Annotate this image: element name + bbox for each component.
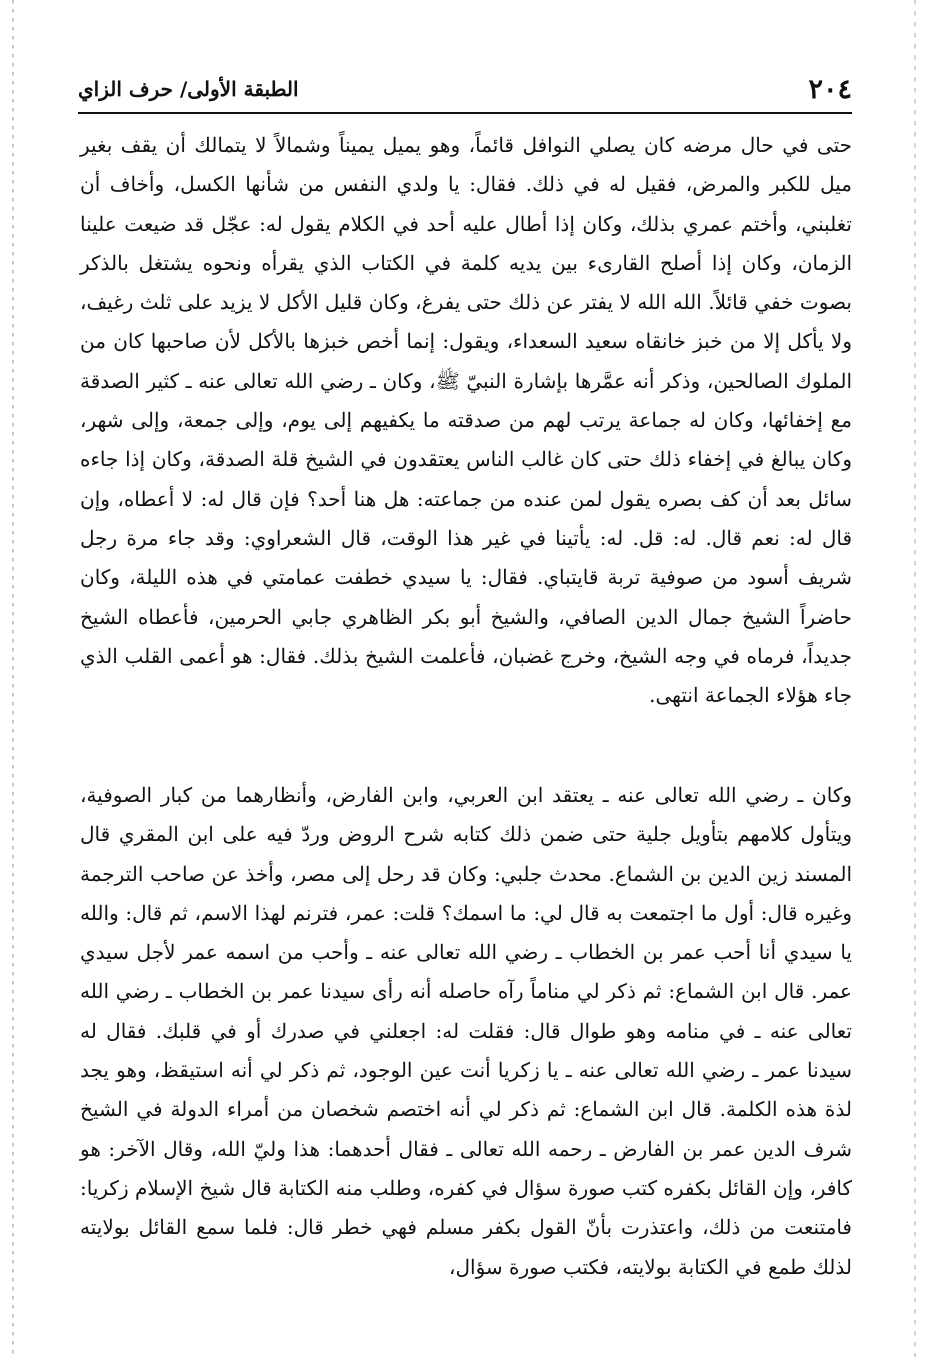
scan-edge-right xyxy=(914,0,916,1357)
paragraph-1: حتى في حال مرضه كان يصلي النوافل قائماً، وهو يميل يميناً وشمالاً لا يتمالك أن يقف بغير ميل للكبر والمرض، فقيل له في ذلك. فقال: يا ولدي النفس من شأنها الكسل، وأخاف أن تغلبني، وأختم عمري بذلك، وكان إذا أطال عليه أحد في الكلام يقول له: عجّل قد ضيعت علينا الزمان، وكان إذا أصلح القارىء بين يديه كلمة في الكتاب الذي يقرأه ونحوه يشتغل بالذكر بصوت خفي قائلاً. الله الله لا يفتر عن ذلك حتى يفرغ، وكان قليل الأكل لا يزيد على ثلث رغيف، ولا يأكل إلا من خبز خانقاه سعيد السعداء، ويقول: إنما أخص خبزها بالأكل لأن صاحبها كان من الملوك الصالحين، وذكر أنه عمَّرها بإشارة النبيّ ﷺ، وكان ـ رضي الله تعالى عنه ـ كثير الصدقة مع إخفائها، وكان له جماعة يرتب لهم من صدقته ما يكفيهم إلى يوم، وإلى جمعة، وإلى شهر، وكان يبالغ في إخفاء ذلك حتى كان غالب الناس يعتقدون في الشيخ قلة الصدقة، وكان إذا جاءه سائل بعد أن كف بصره يقول لمن عنده من جماعته: هل هنا أحد؟ فإن قال له: لا أعطاه، وإن قال له: نعم قال. له: قل. له: يأتينا في غير هذا الوقت، قال الشعراوي: وقد جاء مرة رجل شريف أسود من صوفية تربة قايتباي. فقال: يا سيدي خطفت عمامتي في هذه الليلة، وكان حاضراً الشيخ جمال الدين الصافي، والشيخ أبو بكر الظاهري جابي الحرمين، فأعطاه الشيخ جديداً، فرماه في وجه الشيخ، وخرج غضبان، فأعلمت الشيخ بذلك. فقال: هو أعمى القلب الذي جاء هؤلاء الجماعة انتهى. xyxy=(80,133,853,708)
scan-edge-left xyxy=(12,0,14,1357)
paragraph-2: وكان ـ رضي الله تعالى عنه ـ يعتقد ابن العربي، وابن الفارض، وأنظارهما من كبار الصوفية، ويتأول كلامهم بتأويل جلية حتى ضمن ذلك كتابه شرح الروض وردّ فيه على ابن المقري قال المسند زين الدين بن الشماع. محدث جلبي: وكان قد رحل إلى مصر، وأخذ عن صاحب الترجمة وغيره قال: أول ما اجتمعت به قال لي: ما اسمك؟ قلت: عمر، فترنم لهذا الاسم، ثم قال: والله يا سيدي أنا أحب عمر بن الخطاب ـ رضي الله تعالى عنه ـ وأحب من اسمه عمر لأجل سيدي عمر. قال ابن الشماع: ثم ذكر لي مناماً رآه حاصله أنه رأى سيدنا عمر بن الخطاب ـ رضي الله تعالى عنه ـ في منامه وهو طوال قال: فقلت له: اجعلني في صدرك أو في قلبك. فقال له سيدنا عمر ـ رضي الله تعالى عنه ـ يا زكريا أنت عين الوجود، ثم ذكر لي أنه استيقظ، وهو يجد لذة هذه الكلمة. قال ابن الشماع: ثم ذكر لي أنه اختصم شخصان من أمراء الدولة في الشيخ شرف الدين عمر بن الفارض ـ رحمه الله تعالى ـ فقال أحدهما: هذا وليّ الله، وقال الآخر: هو كافر، وإن القائل بكفره كتب صورة سؤال في كفره، وطلب منه الكتابة قال شيخ الإسلام زكريا: فامتنعت من ذلك، واعتذرت بأنّ القول بكفر مسلم فهي خطر قال: فلما سمع القائل بولايته لذلك طمع في الكتابة بولايته، فكتب صورة سؤال، xyxy=(80,783,852,1279)
page-number: ٢٠٤ xyxy=(808,73,852,105)
page-header xyxy=(78,66,852,114)
running-title: الطبقة الأولى/ حرف الزاي xyxy=(78,77,299,101)
